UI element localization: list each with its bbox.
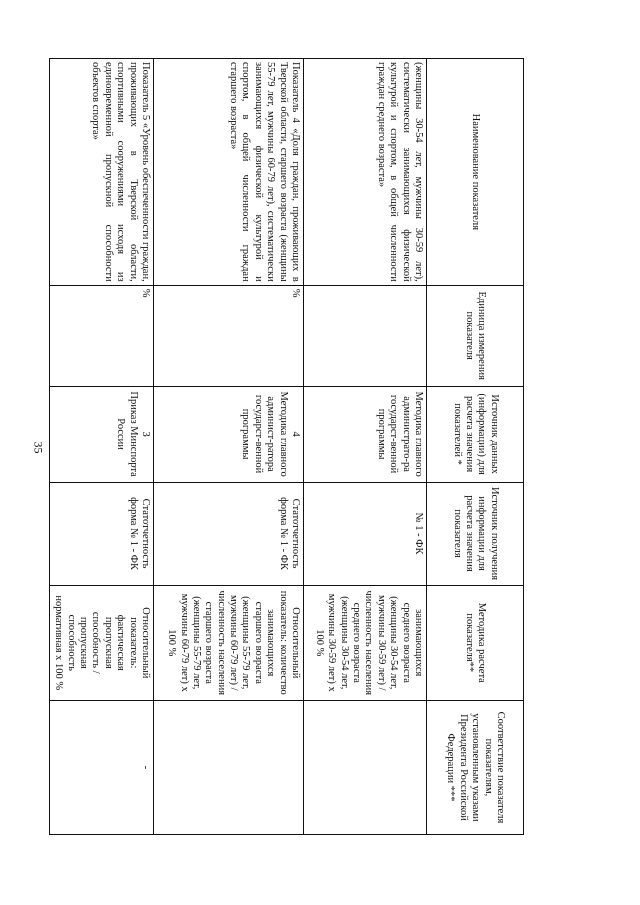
indicator-source-data bbox=[154, 386, 304, 482]
table-row bbox=[304, 59, 427, 835]
table-row bbox=[50, 59, 154, 835]
header-unit: Единица измерения показателя bbox=[427, 285, 524, 386]
indicator-source-info: Статотчетность форма № 1 - ФК bbox=[50, 482, 154, 585]
source-description: Приказ Минспорта России bbox=[115, 391, 139, 477]
indicator-source-info: № 1 - ФК bbox=[304, 482, 427, 585]
indicator-method: занимающихся среднего возраста (женщины 30-54 лет, мужчины 30-59 лет) / численность населения среднего возраста (женщины 30-54 лет, мужчины 30-59 лет) х 100 % bbox=[304, 585, 427, 700]
indicator-unit: % bbox=[154, 285, 304, 386]
indicator-unit: % bbox=[50, 285, 154, 386]
indicator-name: Показатель 4 «Доля граждан, проживающих в Тверской области, старшего возраста (женщины 55-79 лет, мужчины 60-79 лет), систематически занимающихся физической культурой и спортом, в общей численности граждан старшего возраста» bbox=[154, 59, 304, 286]
header-source-info: Источник получения информации для расчета значения показателя bbox=[427, 482, 524, 585]
header-name: Наименование показателя bbox=[427, 59, 524, 286]
indicator-compliance bbox=[154, 700, 304, 834]
source-description: Методика главного администрато-ра государст-венной программы bbox=[375, 391, 424, 477]
indicator-unit bbox=[304, 285, 427, 386]
page-number: 35 bbox=[31, 441, 46, 454]
indicator-compliance bbox=[304, 700, 427, 834]
indicator-compliance: - bbox=[50, 700, 154, 834]
indicator-source-info: Статотчетность форма № 1 - ФК bbox=[154, 482, 304, 585]
table-header-row bbox=[427, 59, 524, 835]
indicator-table bbox=[49, 58, 524, 835]
table-row bbox=[154, 59, 304, 835]
indicator-table-rotated bbox=[53, 58, 524, 835]
indicator-name: Показатель 5 «Уровень обеспеченности граждан, проживающих в Тверской области, спортивными сооружениями исходя из единовременной пропускной способности объектов спорта» bbox=[50, 59, 154, 286]
indicator-source-data bbox=[304, 386, 427, 482]
source-number: 4 bbox=[290, 431, 301, 437]
source-number: 3 bbox=[140, 431, 151, 437]
indicator-method: Относительный показатель: количество занимающихся старшего возраста (женщины 55-79 лет, мужчины 60-79 лет) / численность населения старшего возраста (женщины 55-79 лет, мужчины 60-79 лет) х 100 % bbox=[154, 585, 304, 700]
indicator-source-data bbox=[50, 386, 154, 482]
header-method: Методика расчета показателя** bbox=[427, 585, 524, 700]
indicator-name: (женщины 30-54 лет, мужчины 30-59 лет), систематически занимающихся физической культурой и спортом, в общей численности граждан среднего возраста» bbox=[304, 59, 427, 286]
header-source-data: Источник данных (информации) для расчета значения показателей * bbox=[427, 386, 524, 482]
indicator-method: Относительный показатель: фактическая пропускная способность / пропускная способность нормативная х 100 % bbox=[50, 585, 154, 700]
header-compliance: Соответствие показателя показателям, установленным указами Президента Российской Федерации *** bbox=[427, 700, 524, 834]
source-description: Методика главного админист-ратора государст-венной программы bbox=[240, 391, 289, 477]
